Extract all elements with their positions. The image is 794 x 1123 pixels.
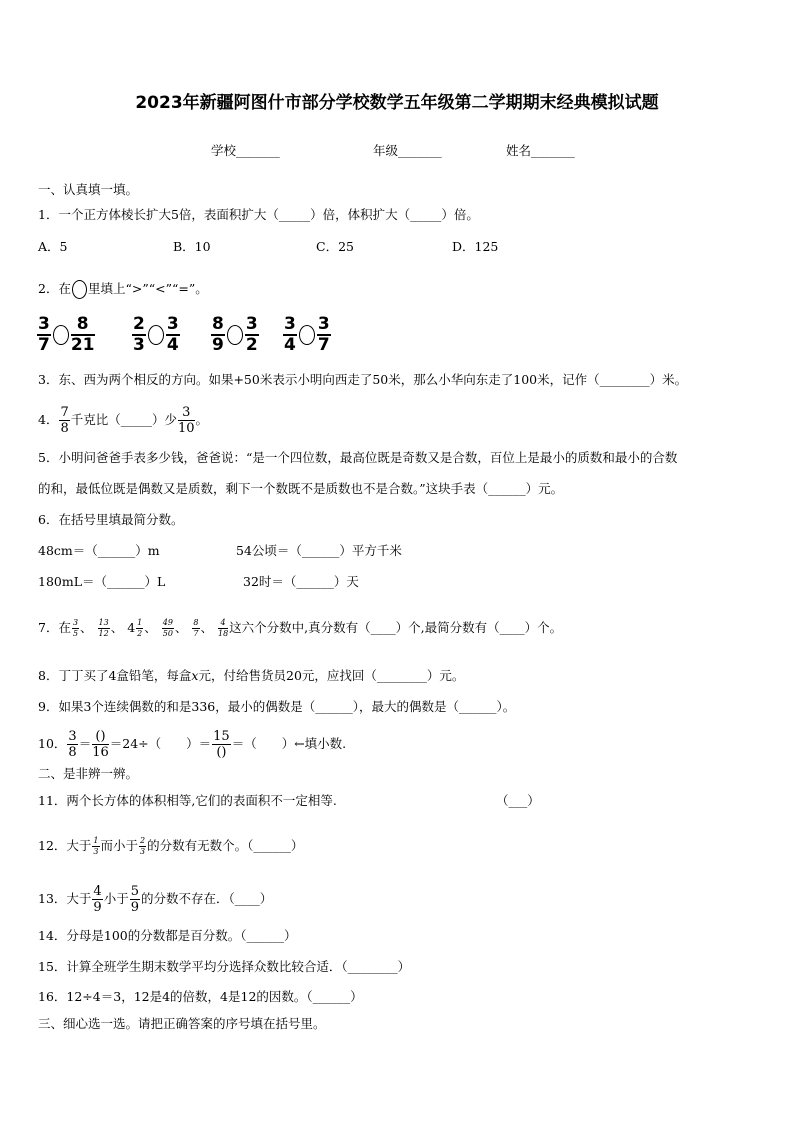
q10-middle: ＝24÷（ ）＝ xyxy=(109,736,212,751)
q6-item-c: 180mL＝（______）L xyxy=(38,574,166,589)
frac-num: 3 xyxy=(38,314,50,334)
q11-answer-blank[interactable]: （___） xyxy=(496,793,540,808)
question-7: 7．在 $\frac{3}{5}$ 、 $\frac{13}{12}$ 、 4 $\frac{1}{2}$ 、 $\frac{49}{50}$ 、 $\frac{8}{7}$ 、 $\frac{4}{18}$ 这六个分数中,真分数有（____）个,最简分数有（____）个。 xyxy=(38,618,563,638)
frac-den: 9 xyxy=(93,900,102,915)
frac-den: 21 xyxy=(70,335,95,355)
q12-prefix: 12．大于 xyxy=(38,838,92,853)
q13-middle: 小于 xyxy=(103,891,129,906)
frac-num: 3 xyxy=(245,314,258,334)
q7-prefix: 7．在 xyxy=(38,620,71,635)
frac-num: 3 xyxy=(68,729,77,744)
frac-num: 3 xyxy=(317,314,330,334)
frac-num: 8 xyxy=(212,314,224,334)
q4-middle: 千克比（_____）少 xyxy=(70,412,177,427)
frac-num: 3 xyxy=(178,406,195,421)
frac-den: 7 xyxy=(38,335,50,355)
q2-pair-2 xyxy=(131,316,181,354)
question-10 xyxy=(38,726,346,762)
frac-num: 13 xyxy=(98,618,109,627)
name-field[interactable]: 姓名_______ xyxy=(506,143,575,158)
frac-den: 4 xyxy=(284,335,296,355)
q2-suffix: 里填上“>”“<”“=”。 xyxy=(87,281,208,296)
question-5-line-1: 5．小明问爸爸手表多少钱，爸爸说：“是一个四位数，最高位既是奇数又是合数，百位上是最小的质数和最小的合数 xyxy=(38,450,678,465)
question-2 xyxy=(38,280,208,299)
frac-den: 7 xyxy=(193,629,199,638)
q10-equals: ＝ xyxy=(78,736,92,751)
question-4 xyxy=(38,402,208,438)
frac-den: 3 xyxy=(140,847,146,856)
question-3: 3．东、西为两个相反的方向。如果+50米表示小明向西走了50米，那么小华向东走了100米，记作（________）米。 xyxy=(38,372,688,387)
q1-option-a[interactable]: A．5 xyxy=(38,239,68,254)
q6-item-b: 54公顷＝（______）平方千米 xyxy=(236,543,402,558)
question-13 xyxy=(38,881,272,917)
frac-den: 4 xyxy=(166,335,179,355)
page-title: 2023年新疆阿图什市部分学校数学五年级第二学期期末经典模拟试题 xyxy=(135,93,659,113)
question-11: 11．两个长方体的体积相等,它们的表面积不一定相等. xyxy=(38,793,337,808)
frac-num: 4 xyxy=(93,884,102,899)
q13-suffix: 的分数不存在．（____） xyxy=(140,891,273,906)
grade-field[interactable]: 年级_______ xyxy=(373,143,442,158)
frac-den: 50 xyxy=(162,629,173,638)
frac-num: 3 xyxy=(166,314,179,334)
question-14: 14．分母是100的分数都是百分数。（______） xyxy=(38,928,297,943)
frac-den: 10 xyxy=(178,421,195,436)
q6-item-d: 32时＝（______）天 xyxy=(243,574,359,589)
frac-den: 16 xyxy=(92,745,109,760)
mixed-whole: 4 xyxy=(127,620,136,635)
answer-circle[interactable] xyxy=(53,325,69,345)
question-12 xyxy=(38,832,303,860)
answer-circle[interactable] xyxy=(299,325,315,345)
frac-num: 1 xyxy=(93,836,99,845)
frac-num: 3 xyxy=(284,314,296,334)
q1-option-c[interactable]: C．25 xyxy=(316,239,354,254)
frac-num: 1 xyxy=(137,618,143,627)
q2-pair-3 xyxy=(210,316,260,354)
compare-circle-icon xyxy=(72,280,87,299)
q2-pair-1 xyxy=(36,316,96,354)
q10-prefix: 10． xyxy=(38,736,67,751)
frac-num: 8 xyxy=(193,618,199,627)
q2-pair-4 xyxy=(282,316,332,354)
frac-den: 7 xyxy=(317,335,330,355)
question-1: 1．一个正方体棱长扩大5倍，表面积扩大（_____）倍，体积扩大（_____）倍。 xyxy=(38,207,479,222)
frac-num: () xyxy=(92,730,109,745)
frac-den: 3 xyxy=(133,335,145,355)
frac-den: 9 xyxy=(130,900,139,915)
school-field[interactable]: 学校_______ xyxy=(211,143,280,158)
frac-den: () xyxy=(216,745,227,760)
q12-middle: 而小于 xyxy=(100,838,139,853)
frac-num: 3 xyxy=(72,618,79,627)
question-8 xyxy=(38,668,464,684)
answer-circle[interactable] xyxy=(227,325,243,345)
frac-num: 7 xyxy=(60,405,69,420)
q10-suffix: ＝（ ）←填小数. xyxy=(231,736,347,751)
frac-den: 3 xyxy=(93,847,99,856)
q12-suffix: 的分数有无数个。（______） xyxy=(147,838,304,853)
q4-prefix: 4． xyxy=(38,412,59,427)
q1-option-d[interactable]: D．125 xyxy=(452,239,499,254)
q8-variable: x xyxy=(191,668,199,683)
section-2-heading: 二、是非辨一辨。 xyxy=(38,766,139,781)
frac-num: 49 xyxy=(162,618,173,627)
q6-item-a: 48cm＝（______）m xyxy=(38,543,160,558)
frac-den: 18 xyxy=(217,629,229,638)
section-1-heading: 一、认真填一填。 xyxy=(38,182,139,197)
frac-den: 9 xyxy=(212,335,224,355)
frac-den: 5 xyxy=(72,629,79,638)
frac-num: 2 xyxy=(140,836,146,845)
frac-den: 8 xyxy=(68,745,77,760)
frac-num: 15 xyxy=(213,729,230,744)
q4-suffix: 。 xyxy=(195,412,209,427)
frac-num: 4 xyxy=(218,619,228,629)
frac-den: 12 xyxy=(98,629,109,638)
answer-circle[interactable] xyxy=(148,325,164,345)
q1-option-b[interactable]: B．10 xyxy=(173,239,211,254)
q2-prefix: 2．在 xyxy=(38,281,71,296)
frac-den: 2 xyxy=(245,335,258,355)
q13-prefix: 13．大于 xyxy=(38,891,92,906)
question-9: 9．如果3个连续偶数的和是336，最小的偶数是（______），最大的偶数是（______）。 xyxy=(38,699,516,714)
question-15: 15．计算全班学生期末数学平均分选择众数比较合适．（________） xyxy=(38,959,411,974)
section-3-heading: 三、细心选一选。请把正确答案的序号填在括号里。 xyxy=(38,1016,326,1031)
frac-den: 2 xyxy=(137,629,143,638)
q7-suffix: 这六个分数中,真分数有（____）个,最简分数有（____）个。 xyxy=(229,620,563,635)
frac-num: 2 xyxy=(133,314,145,334)
q8-suffix: 元，付给售货员20元，应找回（________）元。 xyxy=(198,668,465,683)
question-5-line-2: 的和，最低位既是偶数又是质数，剩下一个数既不是质数也不是合数。”这块手表（______）元。 xyxy=(38,481,564,496)
question-16: 16．12÷4＝3，12是4的倍数，4是12的因数。（______） xyxy=(38,989,363,1004)
frac-den: 8 xyxy=(60,421,69,436)
frac-num: 5 xyxy=(130,884,139,899)
frac-num: 8 xyxy=(71,316,95,336)
question-6-title: 6．在括号里填最简分数。 xyxy=(38,512,184,527)
q8-prefix: 8．丁丁买了4盒铅笔，每盒 xyxy=(38,668,192,683)
